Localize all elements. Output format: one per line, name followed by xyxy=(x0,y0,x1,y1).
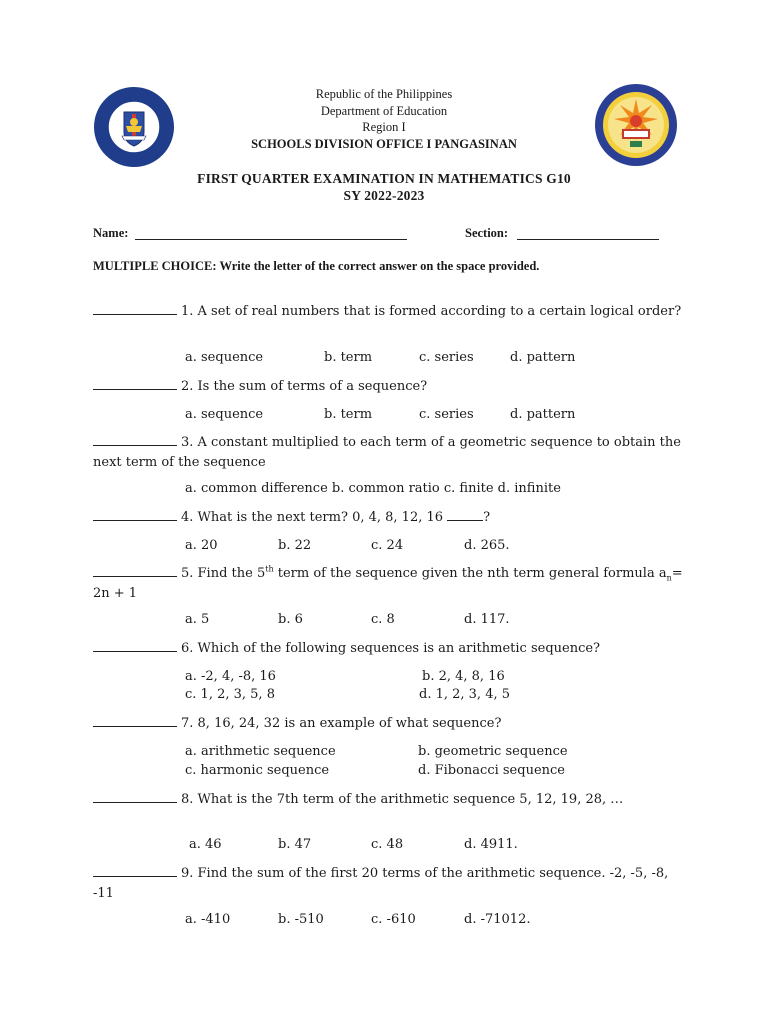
question-2-text: 2. Is the sum of terms of a sequence? xyxy=(181,379,428,394)
question-7 xyxy=(93,714,683,734)
question-6 xyxy=(93,639,683,659)
choice-1b: b. term xyxy=(324,350,373,365)
choice-2d: d. pattern xyxy=(510,407,576,422)
header-division: SCHOOLS DIVISION OFFICE I PANGASINAN xyxy=(251,136,517,151)
question-5 xyxy=(93,564,683,603)
next-term-blank[interactable] xyxy=(447,508,483,521)
question-5-sub: n xyxy=(666,573,672,583)
question-1 xyxy=(93,302,683,322)
answer-blank-2[interactable] xyxy=(93,377,177,390)
question-5-text-b: term of the sequence given the nth term general formula a xyxy=(273,566,667,581)
choice-6c: c. 1, 2, 3, 5, 8 xyxy=(185,687,275,702)
choice-9a: a. -410 xyxy=(185,912,231,927)
instructions xyxy=(93,259,693,274)
exam-title: FIRST QUARTER EXAMINATION IN MATHEMATICS G10 xyxy=(197,171,571,186)
choice-5c: c. 8 xyxy=(371,612,395,627)
section-label: Section: xyxy=(465,226,509,240)
choice-6d: d. 1, 2, 3, 4, 5 xyxy=(419,687,510,702)
choice-1c: c. series xyxy=(419,350,474,365)
name-field[interactable] xyxy=(135,239,407,240)
header-country: Republic of the Philippines xyxy=(315,87,453,101)
question-8-text: 8. What is the 7th term of the arithmetic sequence 5, 12, 19, 28, … xyxy=(181,792,624,807)
question-1-text: 1. A set of real numbers that is formed according to a certain logical order? xyxy=(181,304,682,319)
question-4 xyxy=(93,508,683,528)
choice-1a: a. sequence xyxy=(185,350,264,365)
answer-blank-6[interactable] xyxy=(93,639,177,652)
choice-4d: d. 265. xyxy=(464,538,510,553)
choice-2a: a. sequence xyxy=(185,407,264,422)
student-info-row xyxy=(93,226,673,244)
choice-4c: c. 24 xyxy=(371,538,404,553)
question-3-text: 3. A constant multiplied to each term of a geometric sequence to obtain the next term of the sequence xyxy=(93,435,681,470)
choice-8c: c. 48 xyxy=(371,837,404,852)
choice-6a: a. -2, 4, -8, 16 xyxy=(185,669,276,684)
exam-title-block xyxy=(120,170,648,204)
answer-blank-4[interactable] xyxy=(93,508,177,521)
question-5-text-c: = 2n + 1 xyxy=(93,566,683,601)
answer-blank-5[interactable] xyxy=(93,564,177,577)
choice-9c: c. -610 xyxy=(371,912,416,927)
choices-6 xyxy=(185,667,585,707)
choice-2b: b. term xyxy=(324,407,373,422)
question-9-text: 9. Find the sum of the first 20 terms of the arithmetic sequence. -2, -5, -8, -11 xyxy=(93,866,669,901)
header-region: Region I xyxy=(362,120,406,134)
header-department: Department of Education xyxy=(320,103,448,118)
section-field[interactable] xyxy=(517,239,659,240)
choice-4a: a. 20 xyxy=(185,538,218,553)
instructions-label: MULTIPLE CHOICE: xyxy=(93,259,217,273)
question-4-text: 4. What is the next term? 0, 4, 8, 12, 16 xyxy=(181,510,444,525)
question-7-text: 7. 8, 16, 24, 32 is an example of what sequence? xyxy=(181,716,502,731)
question-5-sup: th xyxy=(265,564,274,574)
answer-blank-8[interactable] xyxy=(93,790,177,803)
choice-5b: b. 6 xyxy=(278,612,303,627)
question-2 xyxy=(93,377,683,397)
question-6-text: 6. Which of the following sequences is an arithmetic sequence? xyxy=(181,641,601,656)
choice-9d: d. -71012. xyxy=(464,912,531,927)
question-8 xyxy=(93,790,683,810)
choice-9b: b. -510 xyxy=(278,912,324,927)
question-4-text-end: ? xyxy=(483,510,491,525)
choice-7b: b. geometric sequence xyxy=(418,744,568,759)
document-header xyxy=(150,86,618,152)
answer-blank-7[interactable] xyxy=(93,714,177,727)
question-3 xyxy=(93,433,683,472)
question-9 xyxy=(93,864,683,903)
division-seal-logo xyxy=(594,83,678,167)
choice-1d: d. pattern xyxy=(510,350,576,365)
choices-7 xyxy=(185,742,605,782)
choice-7d: d. Fibonacci sequence xyxy=(418,763,565,778)
answer-blank-3[interactable] xyxy=(93,433,177,446)
choice-8a: a. 46 xyxy=(189,837,222,852)
choice-7c: c. harmonic sequence xyxy=(185,763,330,778)
instructions-text: Write the letter of the correct answer on the space provided. xyxy=(219,259,540,273)
choice-8d: d. 4911. xyxy=(464,837,518,852)
question-5-text-a: 5. Find the 5 xyxy=(181,566,266,581)
school-year: SY 2022-2023 xyxy=(343,188,425,203)
choice-5a: a. 5 xyxy=(185,612,210,627)
name-label: Name: xyxy=(93,226,129,240)
answer-blank-9[interactable] xyxy=(93,864,177,877)
choice-4b: b. 22 xyxy=(278,538,312,553)
choice-3-line: a. common difference b. common ratio c. finite d. infinite xyxy=(185,481,561,496)
choice-7a: a. arithmetic sequence xyxy=(185,744,336,759)
choice-5d: d. 117. xyxy=(464,612,510,627)
choice-2c: c. series xyxy=(419,407,474,422)
answer-blank-1[interactable] xyxy=(93,302,177,315)
choice-8b: b. 47 xyxy=(278,837,312,852)
choice-6b: b. 2, 4, 8, 16 xyxy=(422,669,505,684)
